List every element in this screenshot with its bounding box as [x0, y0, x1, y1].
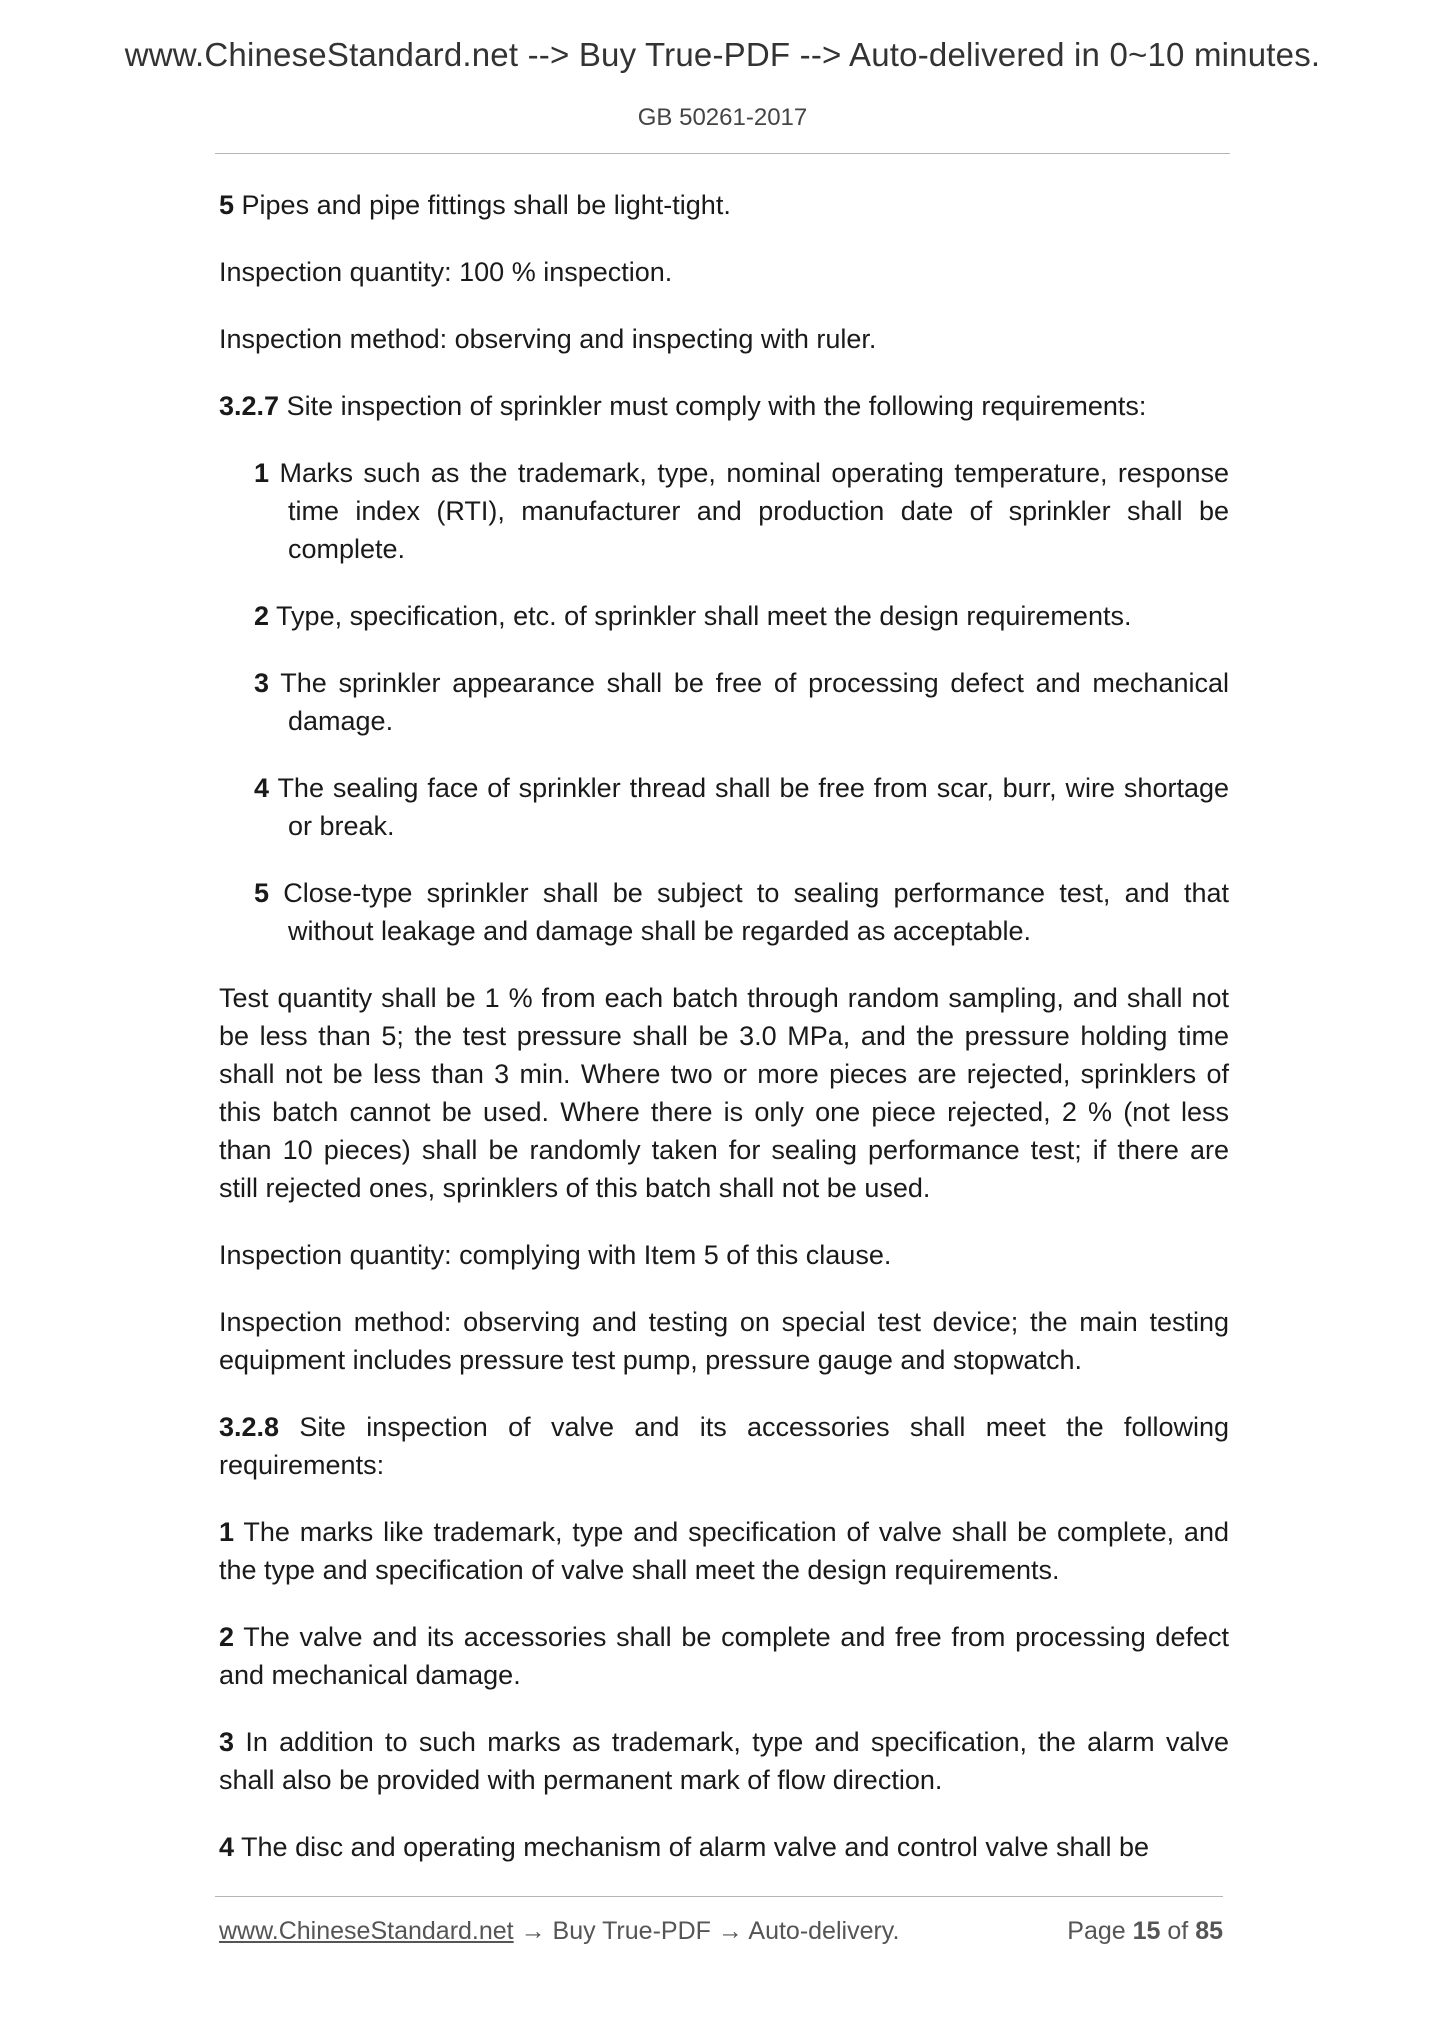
footer-promo: [219, 1917, 899, 1946]
page-of-label: of: [1160, 1917, 1196, 1945]
item-text: Marks such as the trademark, type, nominal operating temperature, response time index (RTI), manufacturer and production date of sprinkler shall be complete.: [269, 458, 1229, 564]
item-number: 4: [254, 773, 270, 803]
clause-3-2-7-item-5: [254, 874, 1229, 950]
item-text: In addition to such marks as trademark, type and specification, the alarm valve shall also be provided with permanent mark of flow direction.: [219, 1727, 1229, 1795]
item-text: The marks like trademark, type and specification of valve shall be complete, and the type and specification of valve shall meet the design requirements.: [219, 1517, 1229, 1585]
top-banner: www.ChineseStandard.net --> Buy True-PDF --> Auto-delivered in 0~10 minutes.: [124, 36, 1321, 73]
inspection-quantity-text: Inspection quantity: complying with Item 5 of this clause.: [219, 1240, 892, 1270]
clause-3-2-7-item-2: [254, 597, 1229, 635]
clause-3-2-8-item-4: [219, 1828, 1229, 1866]
footer-tagline: → Buy True-PDF → Auto-delivery.: [513, 1917, 900, 1945]
item-number: 2: [219, 1622, 235, 1652]
inspection-quantity-text: Inspection quantity: 100 % inspection.: [219, 257, 673, 287]
item-number: 5: [254, 878, 270, 908]
clause-3-2-7: [219, 387, 1229, 425]
footer-divider: [215, 1896, 1223, 1897]
total-pages-number: 85: [1195, 1917, 1223, 1945]
item-text: The valve and its accessories shall be complete and free from processing defect and mechanical damage.: [219, 1622, 1229, 1690]
clause-3-2-8-item-2: [219, 1618, 1229, 1694]
header-divider: [215, 153, 1230, 154]
clause-text: Site inspection of valve and its accessories shall meet the following requirements:: [219, 1412, 1229, 1480]
item-text: The sprinkler appearance shall be free of processing defect and mechanical damage.: [269, 668, 1229, 736]
item-text: Pipes and pipe fittings shall be light-tight.: [234, 190, 731, 220]
item-number: 4: [219, 1832, 235, 1862]
clause-3-2-7-item-4: [254, 769, 1229, 845]
item-number: 3: [254, 668, 270, 698]
standard-code: GB 50261-2017: [637, 104, 808, 131]
page-label: Page: [1067, 1917, 1133, 1945]
item-text: The sealing face of sprinkler thread shall be free from scar, burr, wire shortage or break.: [269, 773, 1229, 841]
clause-text: Site inspection of sprinkler must comply with the following requirements:: [279, 391, 1147, 421]
item-text: Type, specification, etc. of sprinkler shall meet the design requirements.: [269, 601, 1132, 631]
clause-3-2-7-item-1: [254, 454, 1229, 568]
page-indicator: [1067, 1917, 1223, 1946]
clause-3-2-8-item-3: [219, 1723, 1229, 1799]
document-body: [219, 186, 1229, 1895]
item-number: 3: [219, 1727, 235, 1757]
item-number: 2: [254, 601, 270, 631]
inspection-method-text: Inspection method: observing and inspecting with ruler.: [219, 324, 877, 354]
test-quantity-paragraph: Test quantity shall be 1 % from each batch through random sampling, and shall not be less than 5; the test pressure shall be 3.0 MPa, and the pressure holding time shall not be less than 3 min. Where two or more pieces are rejected, sprinklers of this batch cannot be used. Where there is only one piece rejected, 2 % (not less than 10 pieces) shall be randomly taken for sealing performance test; if there are still rejected ones, sprinklers of this batch shall not be used.: [219, 983, 1229, 1203]
item-number: 1: [254, 458, 270, 488]
clause-number: 3.2.7: [219, 391, 280, 421]
inspection-method-text: Inspection method: observing and testing on special test device; the main testing equipment includes pressure test pump, pressure gauge and stopwatch.: [219, 1307, 1229, 1375]
clause-3-2-7-item-3: [254, 664, 1229, 740]
clause-3-2-8: [219, 1408, 1229, 1484]
item-number: 1: [219, 1517, 235, 1547]
clause-number: 3.2.8: [219, 1412, 280, 1442]
item-text: Close-type sprinkler shall be subject to sealing performance test, and that without leakage and damage shall be regarded as acceptable.: [269, 878, 1229, 946]
footer-site-link[interactable]: www.ChineseStandard.net: [219, 1917, 514, 1945]
current-page-number: 15: [1132, 1917, 1161, 1945]
item-number: 5: [219, 190, 235, 220]
clause-3-2-8-item-1: [219, 1513, 1229, 1589]
item-5-pipes: [219, 186, 1229, 224]
item-text: The disc and operating mechanism of alarm valve and control valve shall be: [234, 1832, 1150, 1862]
